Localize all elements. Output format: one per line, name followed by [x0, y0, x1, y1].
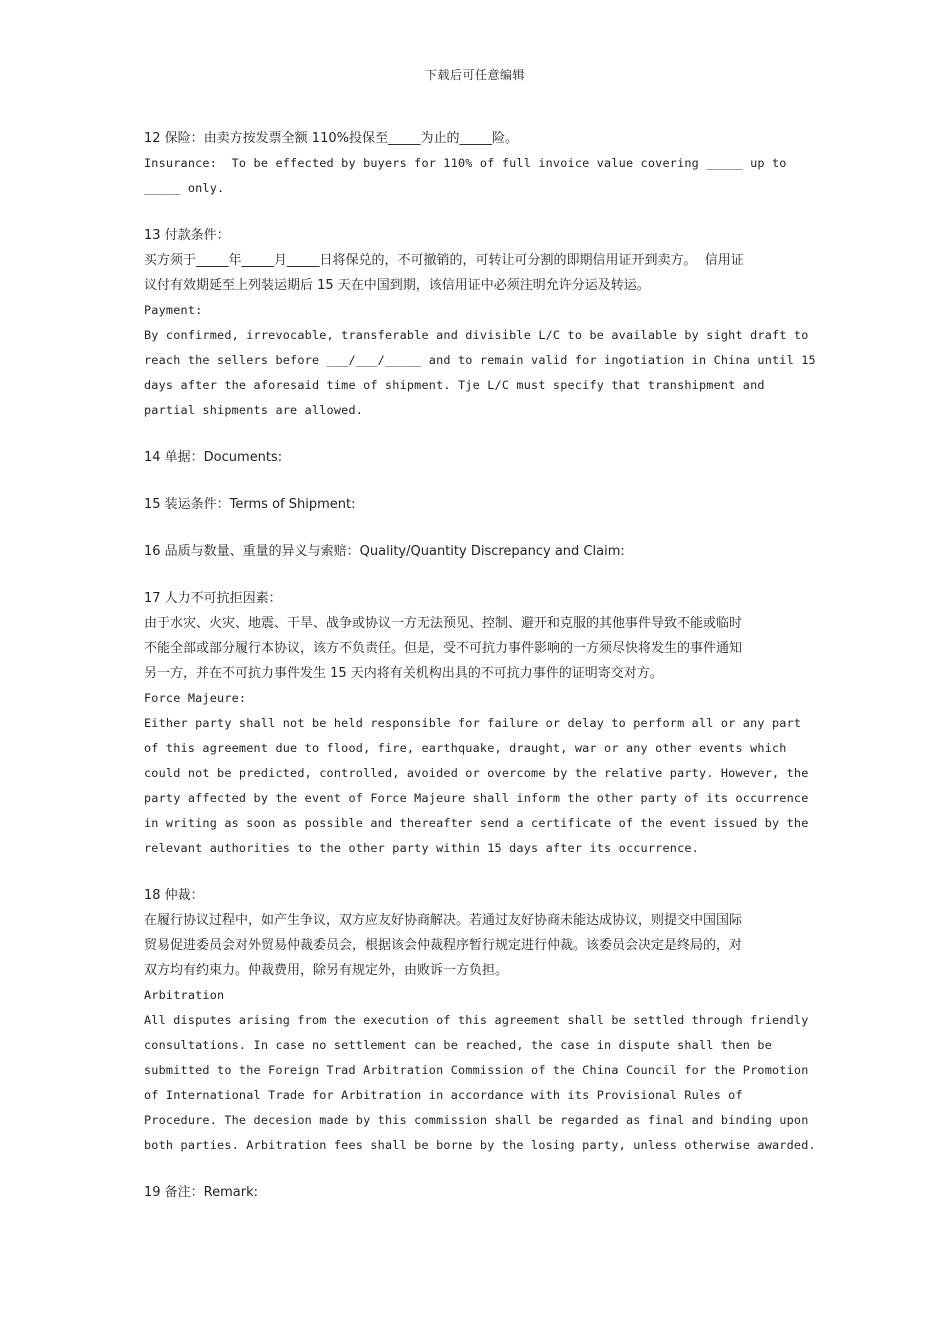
- text-line: of International Trade for Arbitration in accordance with its Provisional Rules of: [144, 1088, 743, 1102]
- text-line: 19 备注：Remark:: [144, 1185, 259, 1200]
- text-line: days after the aforesaid time of shipment. Tje L/C must specify that transhipment and: [144, 378, 765, 392]
- clause-section: [144, 1180, 808, 1205]
- section-spacer: [144, 470, 808, 492]
- page-header: 下载后可任意编辑: [424, 68, 525, 82]
- text-line: Payment:: [144, 303, 203, 317]
- text-line: _____ only.: [144, 181, 225, 195]
- text-line: 15 装运条件：Terms of Shipment:: [144, 497, 356, 512]
- clause-section: [144, 586, 808, 861]
- section-spacer: [144, 517, 808, 539]
- text-line: All disputes arising from the execution of this agreement shall be settled through friendly: [144, 1013, 809, 1027]
- clause-section: [144, 539, 808, 564]
- text-line: Insurance: To be effected by buyers for 110% of full invoice value covering _____ up to: [144, 156, 787, 170]
- text-line: reach the sellers before ___/___/_____ and to remain valid for ingotiation in China until 15: [144, 353, 816, 367]
- text-line: 买方须于_____年_____月_____日将保兑的，不可撤销的，可转让可分割的即期信用证开到卖方。 信用证: [144, 253, 744, 268]
- clause-section: [144, 492, 808, 517]
- document-body: [144, 126, 816, 1205]
- text-line: could not be predicted, controlled, avoided or overcome by the relative party. However, the: [144, 766, 809, 780]
- text-line: relevant authorities to the other party within 15 days after its occurrence.: [144, 841, 699, 855]
- text-line: 议付有效期延至上列装运期后 15 天在中国到期，该信用证中必须注明允许分运及转运。: [144, 278, 650, 293]
- text-line: 17 人力不可抗拒因素：: [144, 591, 282, 606]
- section-spacer: [144, 423, 808, 445]
- clause-section: [144, 445, 808, 470]
- text-line: submitted to the Foreign Trad Arbitration Commission of the China Council for the Promotion: [144, 1063, 809, 1077]
- text-line: both parties. Arbitration fees shall be borne by the losing party, unless otherwise awarded.: [144, 1138, 816, 1152]
- clause-section: [144, 126, 808, 201]
- text-line: 贸易促进委员会对外贸易仲裁委员会，根据该会仲裁程序暂行规定进行仲裁。该委员会决定是终局的，对: [144, 938, 743, 953]
- text-line: 13 付款条件：: [144, 228, 230, 243]
- clause-section: [144, 883, 816, 1158]
- text-line: 在履行协议过程中，如产生争议，双方应友好协商解决。若通过友好协商未能达成协议，则提交中国国际: [144, 913, 743, 928]
- text-line: 14 单据：Documents:: [144, 450, 283, 465]
- text-line: partial shipments are allowed.: [144, 403, 364, 417]
- section-spacer: [144, 1158, 808, 1180]
- text-line: 双方均有约束力。仲裁费用，除另有规定外，由败诉一方负担。: [144, 963, 509, 978]
- text-line: consultations. In case no settlement can be reached, the case in dispute shall then be: [144, 1038, 772, 1052]
- text-line: 12 保险：由卖方按发票全额 110%投保至_____为止的_____险。: [144, 131, 518, 146]
- text-line: Procedure. The decesion made by this commission shall be regarded as final and binding upon: [144, 1113, 809, 1127]
- text-line: 另一方，并在不可抗力事件发生 15 天内将有关机构出具的不可抗力事件的证明寄交对方。: [144, 666, 663, 681]
- section-spacer: [144, 861, 808, 883]
- text-line: Arbitration: [144, 988, 225, 1002]
- text-line: 不能全部或部分履行本协议，该方不负责任。但是，受不可抗力事件影响的一方须尽快将发生的事件通知: [144, 641, 743, 656]
- text-line: of this agreement due to flood, fire, earthquake, draught, war or any other events which: [144, 741, 787, 755]
- text-line: 18 仲裁：: [144, 888, 204, 903]
- clause-section: [144, 223, 816, 423]
- text-line: Force Majeure:: [144, 691, 247, 705]
- text-line: in writing as soon as possible and thereafter send a certificate of the event issued by the: [144, 816, 809, 830]
- section-spacer: [144, 201, 808, 223]
- text-line: Either party shall not be held responsible for failure or delay to perform all or any part: [144, 716, 802, 730]
- text-line: By confirmed, irrevocable, transferable and divisible L/C to be available by sight draft to: [144, 328, 809, 342]
- text-line: party affected by the event of Force Majeure shall inform the other party of its occurrence: [144, 791, 809, 805]
- text-line: 由于水灾、火灾、地震、干旱、战争或协议一方无法预见、控制、避开和克服的其他事件导致不能或临时: [144, 616, 743, 631]
- text-line: 16 品质与数量、重量的异义与索赔：Quality/Quantity Discrepancy and Claim:: [144, 544, 625, 559]
- section-spacer: [144, 564, 808, 586]
